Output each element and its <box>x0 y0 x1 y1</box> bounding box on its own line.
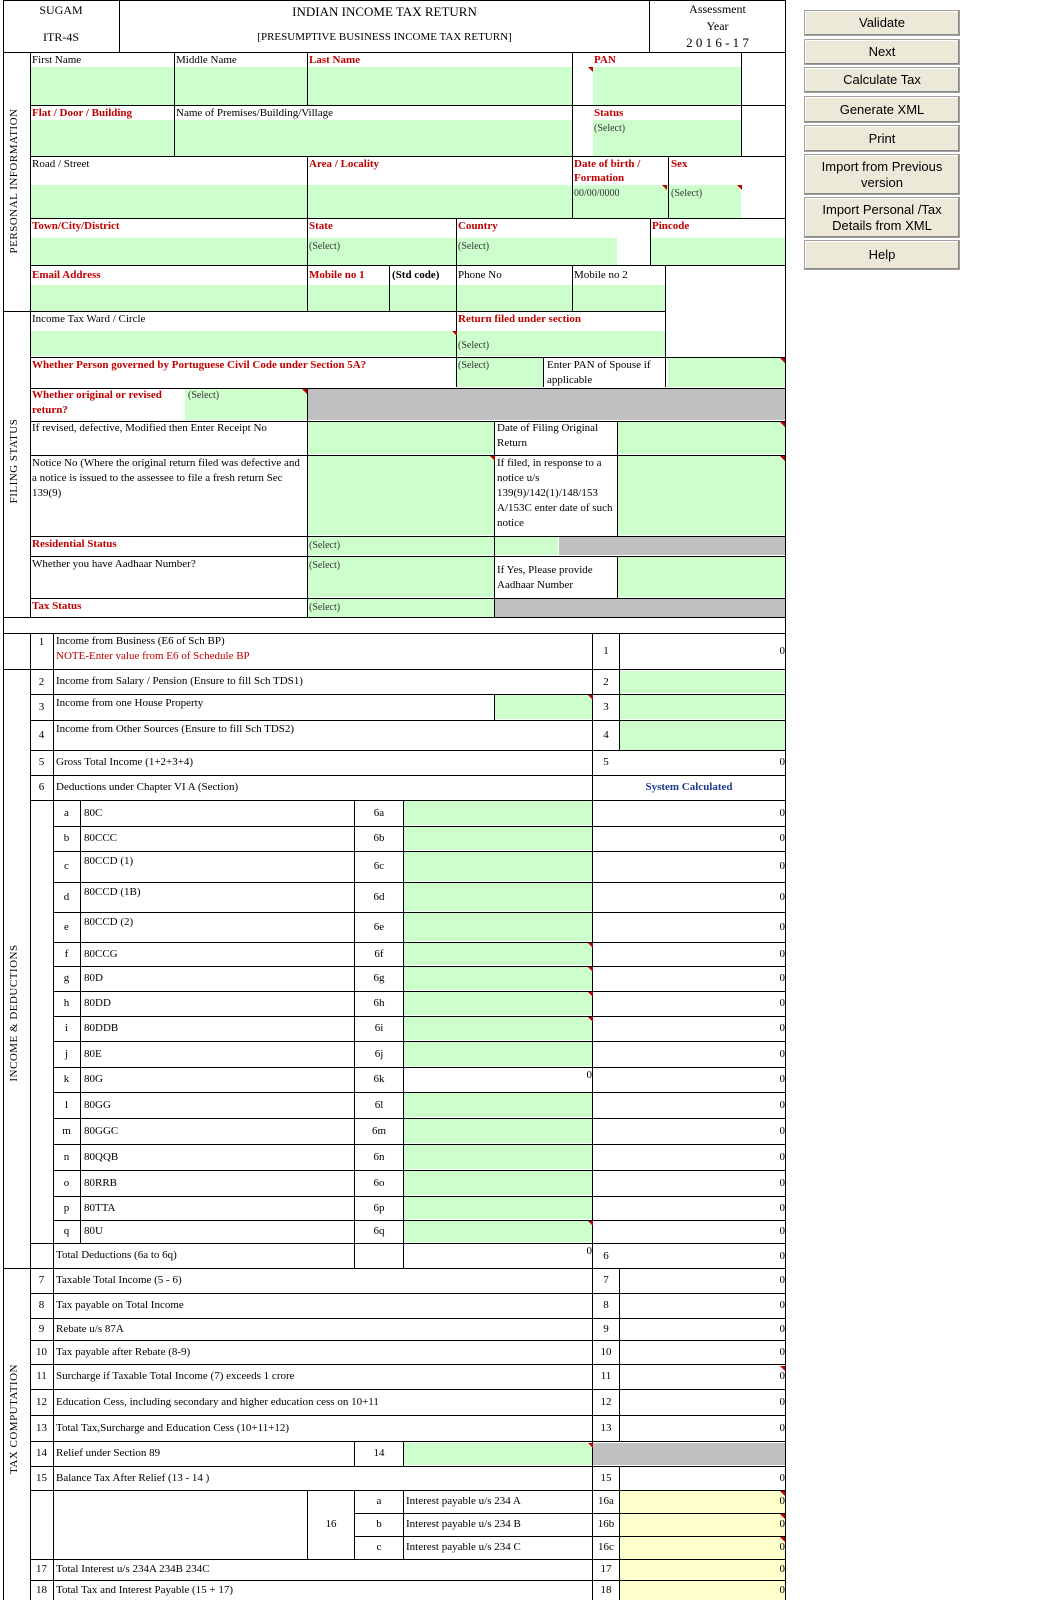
row-number: 16 <box>325 1518 337 1530</box>
deduction-letter: f <box>64 948 69 960</box>
receipt-label: If revised, defective, Modified then Enter Receipt No <box>32 422 267 434</box>
interest-16c-label: Interest payable u/s 234 C <box>406 1541 521 1553</box>
ded-80ccg-label: 80CCG <box>84 948 118 960</box>
deduction-letter: l <box>64 1099 69 1111</box>
ded-80e-value: 0 <box>779 1048 785 1060</box>
total-deductions-value: 0 <box>779 1250 785 1262</box>
aadhaar-number-field[interactable] <box>618 557 785 597</box>
ded-80c-field[interactable] <box>404 801 592 825</box>
ded-80ccd-1b-code: 6d <box>373 891 385 903</box>
total-tax-interest-label: Total Tax and Interest Payable (15 + 17) <box>56 1584 234 1596</box>
tax-row-11-value: 0 <box>779 1370 785 1382</box>
ded-80g-code: 6k <box>373 1073 385 1085</box>
tax-row-14-label: Relief under Section 89 <box>56 1447 161 1459</box>
ded-80ccd-2-label: 80CCD (2) <box>84 916 134 928</box>
interest-16a-value: 0 <box>779 1495 785 1507</box>
original-revised-label: Whether original or revised <box>32 389 162 401</box>
pan-label: PAN <box>594 54 616 66</box>
income-business-note: NOTE-Enter value from E6 of Schedule BP <box>56 650 250 662</box>
ded-80d-value: 0 <box>779 972 785 984</box>
notice-label: Notice No (Where the original return filed was defective and a notice is issued to the assessee to file a fresh return Sec 139(9) <box>32 457 300 499</box>
ded-80ccd-1b-field[interactable] <box>404 882 592 911</box>
section-tax: TAX COMPUTATION <box>8 1364 20 1474</box>
state-label: State <box>309 220 333 232</box>
row-number: 2 <box>38 676 45 688</box>
row-code: 10 <box>600 1346 612 1358</box>
tax-row-12-label: Education Cess, including secondary and higher education cess on 10+11 <box>56 1396 379 1408</box>
section-income: INCOME & DEDUCTIONS <box>8 944 20 1082</box>
deduction-letter: b <box>63 832 70 844</box>
last-name-label: Last Name <box>309 54 361 66</box>
spouse-pan-label-2: applicable <box>547 374 593 386</box>
row-code: 18 <box>600 1584 612 1596</box>
ded-80dd-label: 80DD <box>84 997 111 1009</box>
ded-80ccd-2-code: 6e <box>373 921 385 933</box>
aadhaar-number-label: If Yes, Please provide Aadhaar Number <box>497 564 593 591</box>
deduction-letter: k <box>63 1073 70 1085</box>
row-number: 3 <box>38 701 45 713</box>
print-button[interactable]: Print <box>804 125 960 152</box>
ded-80e-code: 6j <box>374 1048 384 1060</box>
first-name-field[interactable] <box>31 67 174 105</box>
ded-80gg-code: 6l <box>374 1099 384 1111</box>
country-label: Country <box>458 220 498 232</box>
dob-label-2: Formation <box>574 172 625 184</box>
row-number: 10 <box>36 1346 47 1358</box>
portuguese-label: Whether Person governed by Portuguese Civil Code under Section 5A? <box>32 359 367 371</box>
row-number: 5 <box>38 756 45 768</box>
notice-date-field[interactable] <box>618 456 785 535</box>
ay-label-2: Year <box>706 19 729 33</box>
return-filed-select[interactable]: (Select) <box>458 340 490 351</box>
page-title: INDIAN INCOME TAX RETURN <box>292 4 477 19</box>
tax-row-10-label: Tax payable after Rebate (8-9) <box>56 1346 191 1358</box>
section-filing: FILING STATUS <box>8 418 20 504</box>
ded-80ggc-code: 6m <box>371 1125 387 1137</box>
aadhaar-select[interactable]: (Select) <box>309 560 341 571</box>
mobile1-label: Mobile no 1 <box>309 269 365 281</box>
ded-80gg-field[interactable] <box>404 1092 592 1117</box>
ded-80u-value: 0 <box>779 1225 785 1237</box>
row-code: 12 <box>600 1396 612 1408</box>
ded-80c-label: 80C <box>84 807 103 819</box>
row-code: 3 <box>603 701 609 713</box>
import-xml-button[interactable]: Import Personal /Tax Details from XML <box>804 197 960 238</box>
ded-80dd-field[interactable] <box>404 991 592 1015</box>
income-salary-field[interactable] <box>620 671 785 693</box>
calculate-tax-button[interactable]: Calculate Tax <box>804 67 960 93</box>
tax-row-13-value: 0 <box>779 1422 785 1434</box>
premises-label: Name of Premises/Building/Village <box>176 107 333 119</box>
ded-80ccc-label: 80CCC <box>84 832 118 844</box>
row-number: 13 <box>36 1422 47 1434</box>
row-letter: b <box>376 1518 382 1530</box>
row-letter: c <box>376 1541 382 1553</box>
row-code: 16c <box>598 1541 614 1553</box>
date-original-label: Date of Filing Original <box>497 422 599 434</box>
ded-80ccd-1-label: 80CCD (1) <box>84 855 134 867</box>
ded-80rrb-label: 80RRB <box>84 1177 118 1189</box>
ded-80ggc-label: 80GGC <box>84 1125 119 1137</box>
ded-80ccc-field[interactable] <box>404 826 592 850</box>
deduction-letter: a <box>64 807 69 819</box>
system-calculated-label: System Calculated <box>645 781 733 793</box>
ded-80ddb-value: 0 <box>779 1022 785 1034</box>
row-code: 16b <box>597 1518 615 1530</box>
interest-16b-value: 0 <box>779 1518 785 1530</box>
row-code: 9 <box>603 1323 609 1335</box>
page-subtitle: [PRESUMPTIVE BUSINESS INCOME TAX RETURN] <box>257 31 512 43</box>
residential-select[interactable]: (Select) <box>309 540 341 551</box>
pan-field[interactable] <box>593 67 741 105</box>
ded-80ccg-code: 6f <box>374 948 384 960</box>
deduction-letter: g <box>63 972 70 984</box>
ded-80gg-label: 80GG <box>84 1099 111 1111</box>
total-interest-value: 0 <box>779 1563 785 1575</box>
ded-80ddb-code: 6i <box>374 1022 384 1034</box>
phone-label: Phone No <box>458 269 502 281</box>
tax-row-15-label: Balance Tax After Relief (13 - 14 ) <box>56 1472 210 1484</box>
deduction-letter: h <box>63 997 70 1009</box>
road-label: Road / Street <box>32 158 90 170</box>
last-name-field[interactable] <box>308 67 572 105</box>
mobile2-field[interactable] <box>573 285 665 311</box>
road-field[interactable] <box>31 185 307 218</box>
deduction-letter: d <box>63 891 70 903</box>
tax-row-7-value: 0 <box>779 1274 785 1286</box>
row-letter: a <box>376 1495 382 1507</box>
tax-status-select[interactable]: (Select) <box>309 602 341 613</box>
income-house-field[interactable] <box>495 695 592 719</box>
ded-80u-code: 6q <box>373 1225 385 1237</box>
deduction-letter: n <box>63 1151 70 1163</box>
original-revised-select[interactable]: (Select) <box>188 390 220 401</box>
spouse-pan-field[interactable] <box>668 358 785 387</box>
row-code: 16a <box>598 1495 614 1507</box>
total-interest-label: Total Interest u/s 234A 234B 234C <box>56 1563 210 1575</box>
income-business-label: Income from Business (E6 of Sch BP) <box>56 635 225 647</box>
relief-89-field[interactable] <box>404 1443 592 1465</box>
income-salary-label: Income from Salary / Pension (Ensure to fill Sch TDS1) <box>56 675 303 687</box>
row-code: 5 <box>603 756 609 768</box>
aadhaar-question-label: Whether you have Aadhaar Number? <box>32 558 196 570</box>
ded-80tta-field[interactable] <box>404 1196 592 1219</box>
ded-80rrb-value: 0 <box>779 1177 785 1189</box>
portuguese-select[interactable]: (Select) <box>458 360 490 371</box>
ded-80ccd-2-field[interactable] <box>404 912 592 941</box>
row-number: 9 <box>38 1323 45 1335</box>
ded-80dd-code: 6h <box>373 997 385 1009</box>
row-number: 11 <box>36 1370 47 1382</box>
row-number: 17 <box>36 1563 47 1575</box>
state-select[interactable]: (Select) <box>309 241 341 252</box>
dob-field[interactable]: 00/00/0000 <box>574 188 620 199</box>
date-original-label-2: Return <box>497 437 527 449</box>
deduction-letter: j <box>64 1048 69 1060</box>
row-number: 18 <box>36 1584 47 1596</box>
sex-label: Sex <box>671 158 688 170</box>
town-label: Town/City/District <box>32 220 120 232</box>
ded-80tta-value: 0 <box>779 1202 785 1214</box>
ded-80g-value: 0 <box>779 1073 785 1085</box>
ded-80ccd-1-code: 6c <box>373 860 385 872</box>
phone-field[interactable] <box>457 285 572 311</box>
ded-80qqb-value: 0 <box>779 1151 785 1163</box>
row-code: 15 <box>600 1472 612 1484</box>
flat-field[interactable] <box>31 120 174 156</box>
deduction-letter: q <box>63 1225 70 1237</box>
row-number: 4 <box>38 729 45 741</box>
app-name: SUGAM <box>39 3 83 17</box>
deduction-letter: c <box>64 860 69 872</box>
ded-80gg-value: 0 <box>779 1099 785 1111</box>
row-code: 2 <box>603 676 609 688</box>
std-label: (Std code) <box>392 269 440 281</box>
total-deductions-label: Total Deductions (6a to 6q) <box>56 1249 177 1261</box>
area-label: Area / Locality <box>309 158 380 170</box>
ward-label: Income Tax Ward / Circle <box>32 313 146 325</box>
total-tax-interest-value: 0 <box>779 1584 785 1596</box>
receipt-field[interactable] <box>308 422 494 454</box>
status-label: Status <box>594 107 624 119</box>
spouse-pan-label: Enter PAN of Spouse if <box>547 359 651 371</box>
import-previous-button[interactable]: Import from Previous version <box>804 154 960 195</box>
ded-80qqb-code: 6n <box>373 1151 385 1163</box>
mobile2-label: Mobile no 2 <box>574 269 628 281</box>
ded-80e-field[interactable] <box>404 1041 592 1066</box>
tax-row-8-label: Tax payable on Total Income <box>56 1299 184 1311</box>
ded-80ggc-field[interactable] <box>404 1118 592 1143</box>
ded-80qqb-label: 80QQB <box>84 1151 119 1163</box>
tax-row-11-label: Surcharge if Taxable Total Income (7) exceeds 1 crore <box>56 1370 295 1382</box>
interest-16c-value: 0 <box>779 1541 785 1553</box>
notice-date-label: If filed, in response to a notice u/s 139(9)/142(1)/148/153 A/153C enter date of such notice <box>497 457 613 529</box>
ded-80ccd-2-value: 0 <box>779 921 785 933</box>
ded-80rrb-code: 6o <box>373 1177 385 1189</box>
tax-row-9-value: 0 <box>779 1323 785 1335</box>
row-number: 8 <box>38 1299 45 1311</box>
ded-80d-field[interactable] <box>404 966 592 990</box>
tax-row-8-value: 0 <box>779 1299 785 1311</box>
row-code: 13 <box>600 1422 612 1434</box>
ward-field[interactable] <box>31 331 456 356</box>
deductions-label: Deductions under Chapter VI A (Section) <box>56 781 239 793</box>
pincode-field[interactable] <box>651 238 785 265</box>
row-number: 15 <box>36 1472 47 1484</box>
form-name: ITR-4S <box>43 30 79 44</box>
total-deductions-claimed: 0 <box>586 1245 592 1257</box>
row-code: 6 <box>603 1250 609 1262</box>
row-code: 4 <box>603 729 609 741</box>
ded-80tta-code: 6p <box>373 1202 385 1214</box>
ded-80ccc-code: 6b <box>373 832 385 844</box>
deduction-letter: o <box>63 1177 70 1189</box>
middle-name-label: Middle Name <box>176 54 237 66</box>
income-business-value: 0 <box>779 645 785 657</box>
row-number: 12 <box>36 1396 47 1408</box>
flat-label: Flat / Door / Building <box>32 107 133 119</box>
ded-80dd-value: 0 <box>779 997 785 1009</box>
deduction-letter: p <box>63 1202 70 1214</box>
help-button[interactable]: Help <box>804 240 960 270</box>
row-code: 11 <box>600 1370 612 1382</box>
mobile1-field[interactable] <box>308 285 389 311</box>
ded-80ccc-value: 0 <box>779 832 785 844</box>
ded-80ddb-field[interactable] <box>404 1016 592 1040</box>
ded-80d-label: 80D <box>84 972 103 984</box>
deduction-letter: i <box>64 1022 69 1034</box>
income-house-total-field[interactable] <box>620 695 785 719</box>
original-revised-label-2: return? <box>32 404 68 416</box>
date-original-field[interactable] <box>618 422 785 454</box>
ded-80c-code: 6a <box>373 807 385 819</box>
tax-row-14-code: 14 <box>373 1447 385 1459</box>
ded-80qqb-field[interactable] <box>404 1144 592 1169</box>
tax-row-15-value: 0 <box>779 1472 785 1484</box>
town-field[interactable] <box>31 238 307 265</box>
residential-label: Residential Status <box>32 538 117 550</box>
tax-status-label: Tax Status <box>32 600 82 612</box>
std-field[interactable] <box>390 285 456 311</box>
area-field[interactable] <box>308 185 572 218</box>
ded-80tta-label: 80TTA <box>84 1202 116 1214</box>
ded-80ccg-field[interactable] <box>404 942 592 965</box>
ded-80ddb-label: 80DDB <box>84 1022 119 1034</box>
income-other-field[interactable] <box>620 721 785 750</box>
income-other-label: Income from Other Sources (Ensure to fill Sch TDS2) <box>56 723 295 735</box>
ded-80d-code: 6g <box>373 972 385 984</box>
row-number: 7 <box>38 1274 45 1286</box>
status-select[interactable]: (Select) <box>594 123 626 134</box>
row-code: 17 <box>600 1563 612 1575</box>
gross-total-label: Gross Total Income (1+2+3+4) <box>56 756 194 768</box>
row-number: 1 <box>38 636 45 648</box>
row-code: 8 <box>603 1299 609 1311</box>
ded-80ccg-value: 0 <box>779 948 785 960</box>
gross-total-value: 0 <box>779 756 785 768</box>
row-number: 14 <box>36 1447 47 1459</box>
validate-button[interactable]: Validate <box>804 10 960 36</box>
notice-field[interactable] <box>308 456 494 535</box>
tax-row-7-label: Taxable Total Income (5 - 6) <box>56 1274 182 1286</box>
ded-80u-label: 80U <box>84 1225 103 1237</box>
premises-field[interactable] <box>175 120 572 156</box>
email-label: Email Address <box>32 269 101 281</box>
ded-80c-value: 0 <box>779 807 785 819</box>
country-select[interactable]: (Select) <box>458 241 490 252</box>
ded-80rrb-field[interactable] <box>404 1170 592 1195</box>
ded-80g-claimed: 0 <box>586 1069 592 1081</box>
interest-16a-label: Interest payable u/s 234 A <box>406 1495 521 1507</box>
sex-select[interactable]: (Select) <box>671 188 703 199</box>
ay-value: 2 0 1 6 - 1 7 <box>686 35 749 50</box>
dob-label: Date of birth / <box>574 158 641 170</box>
tax-row-13-label: Total Tax,Surcharge and Education Cess (10+11+12) <box>56 1422 290 1434</box>
ded-80u-field[interactable] <box>404 1220 592 1242</box>
ded-80g-label: 80G <box>84 1073 103 1085</box>
generate-xml-button[interactable]: Generate XML <box>804 96 960 123</box>
ay-label: Assessment <box>689 2 746 16</box>
pincode-label: Pincode <box>652 220 690 232</box>
next-button[interactable]: Next <box>804 39 960 65</box>
ded-80ccd-1b-value: 0 <box>779 891 785 903</box>
deduction-letter: m <box>62 1125 71 1137</box>
section-personal: PERSONAL INFORMATION <box>8 108 20 254</box>
ded-80e-label: 80E <box>84 1048 102 1060</box>
interest-16b-label: Interest payable u/s 234 B <box>406 1518 521 1530</box>
row-code: 1 <box>603 645 609 657</box>
ded-80ccd-1b-label: 80CCD (1B) <box>84 886 141 898</box>
income-house-label: Income from one House Property <box>56 697 204 709</box>
email-field[interactable] <box>31 285 307 311</box>
ded-80ccd-1-value: 0 <box>779 860 785 872</box>
first-name-label: First Name <box>32 54 82 66</box>
return-filed-label: Return filed under section <box>458 313 581 325</box>
middle-name-field[interactable] <box>175 67 307 105</box>
row-code: 7 <box>603 1274 609 1286</box>
tax-row-10-value: 0 <box>779 1346 785 1358</box>
ded-80ccd-1-field[interactable] <box>404 851 592 881</box>
row-number: 6 <box>38 781 45 793</box>
ded-80ggc-value: 0 <box>779 1125 785 1137</box>
tax-row-12-value: 0 <box>779 1396 785 1408</box>
deduction-letter: e <box>64 921 69 933</box>
tax-row-9-label: Rebate u/s 87A <box>56 1323 124 1335</box>
